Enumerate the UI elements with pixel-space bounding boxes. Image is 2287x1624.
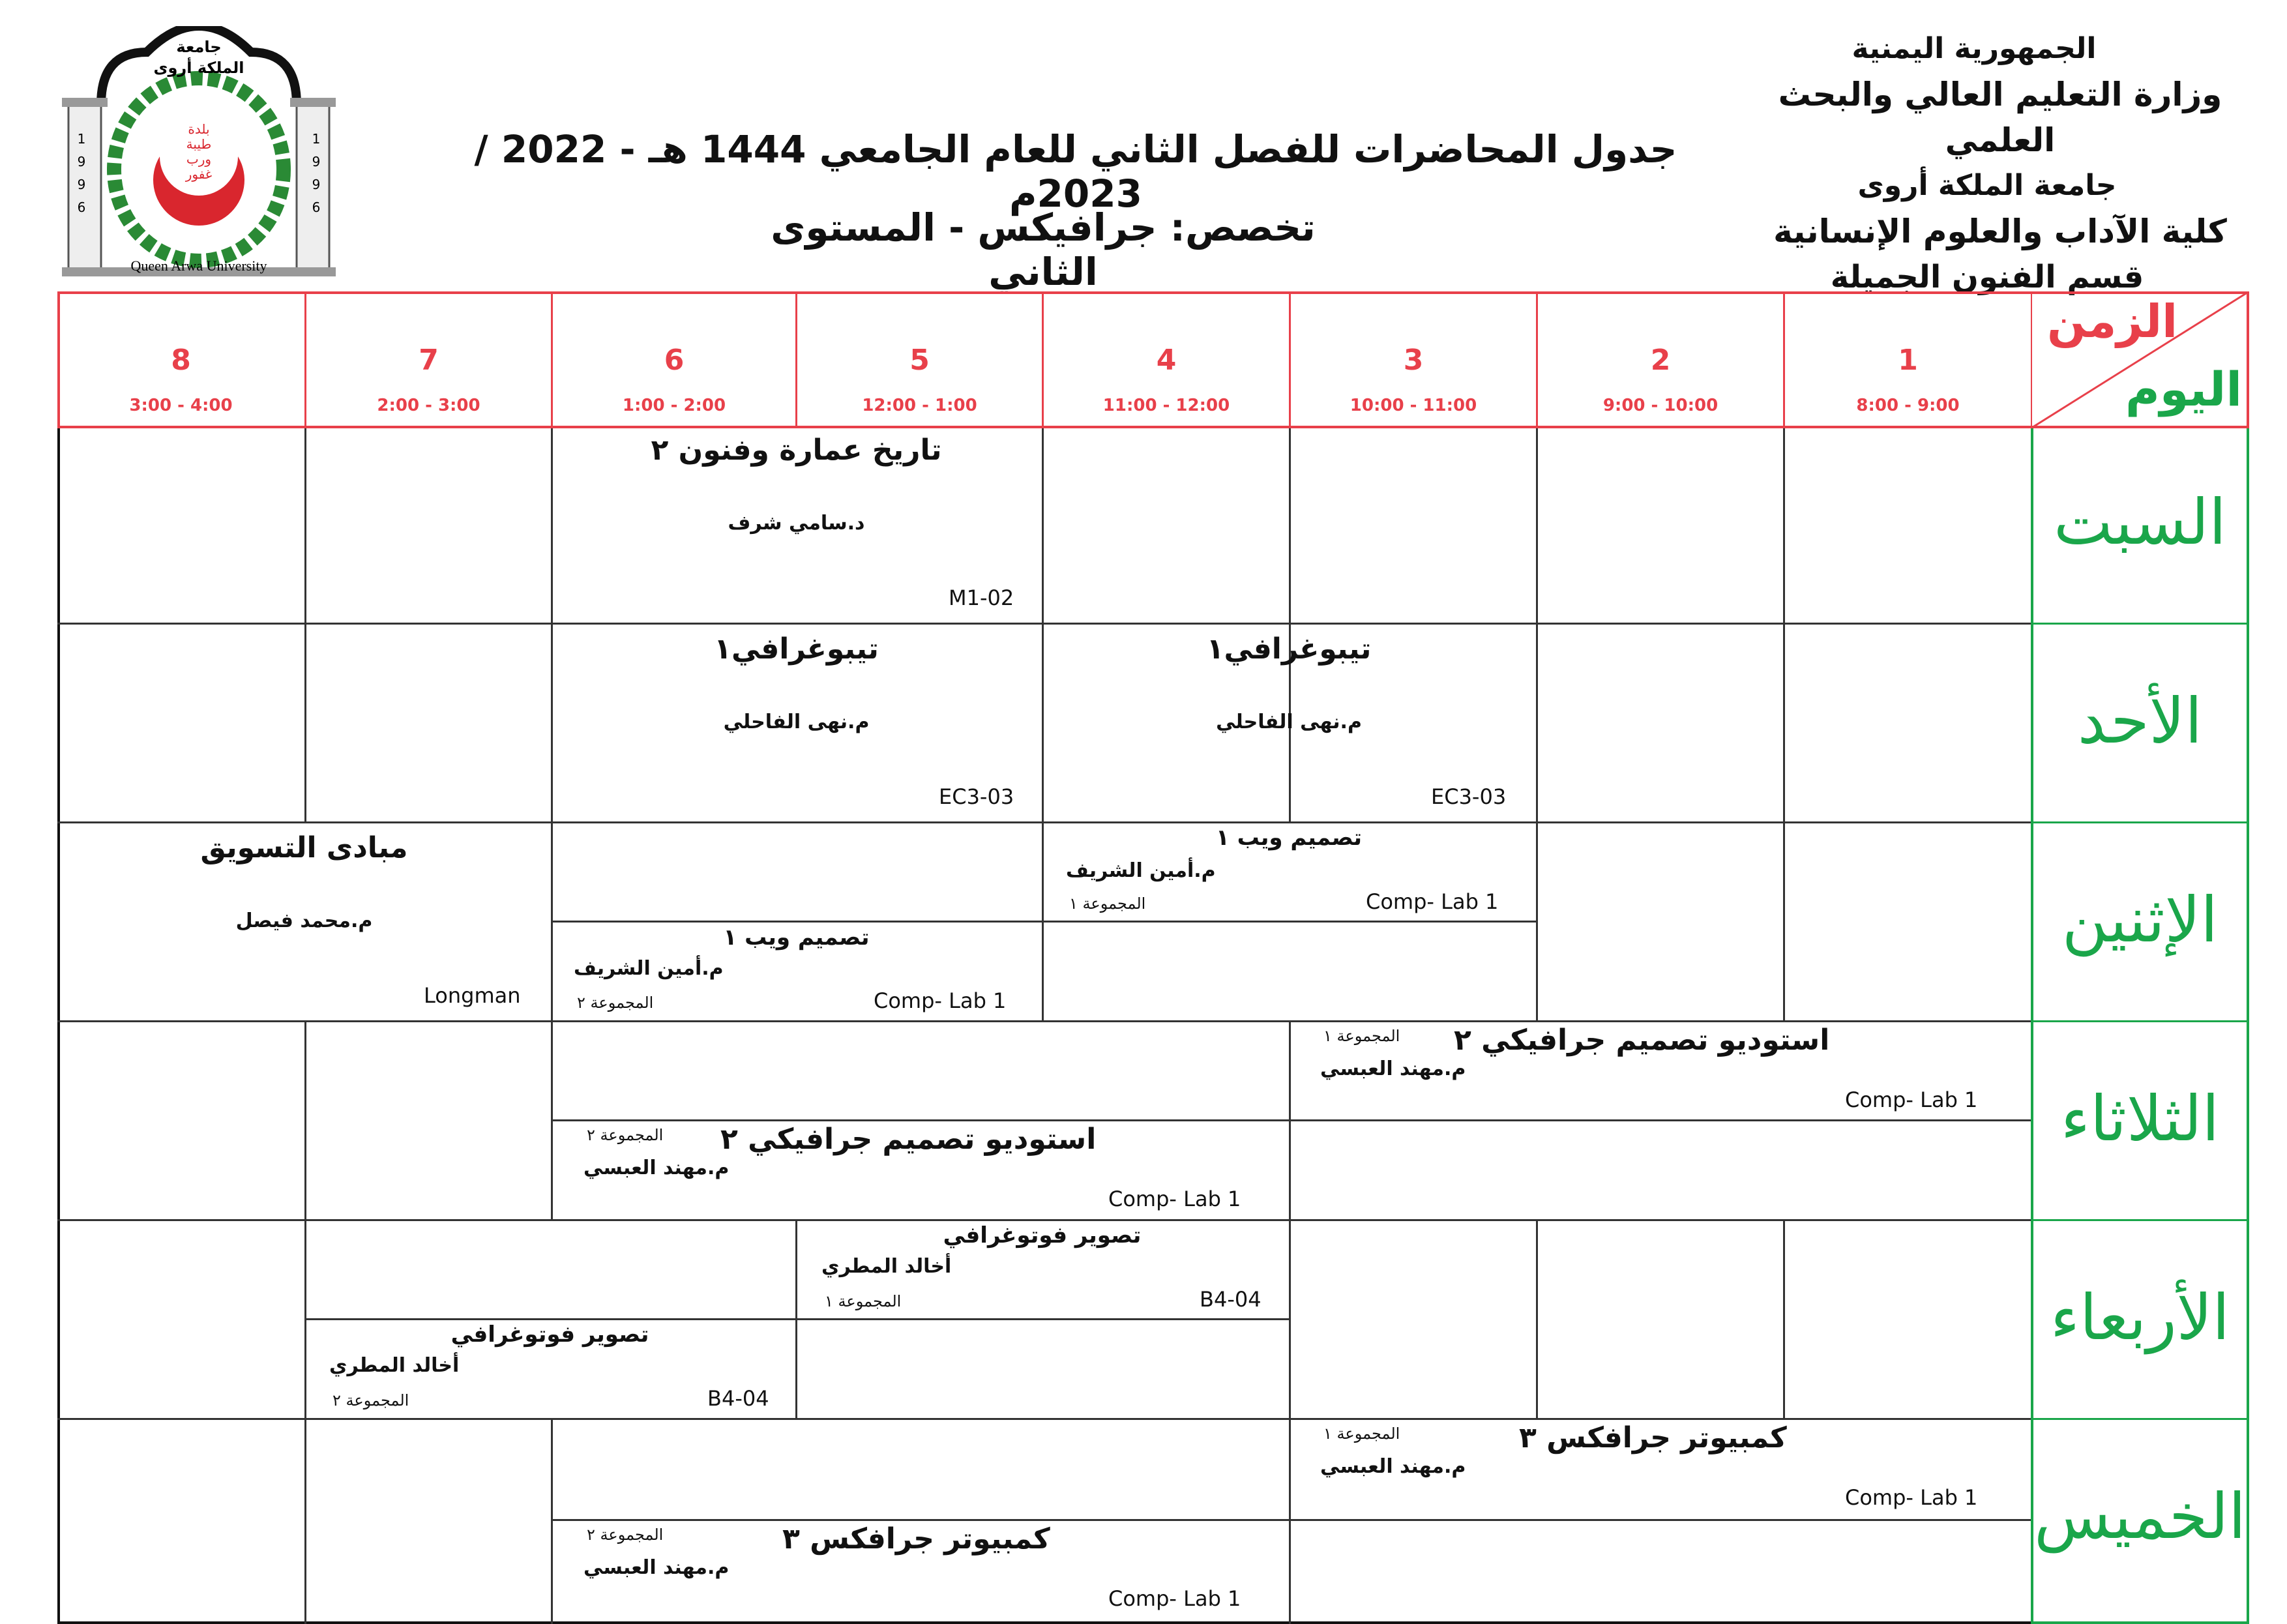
logo-year-digit: 9 bbox=[312, 177, 321, 192]
session-instructor: م.أمين الشريف bbox=[574, 957, 724, 980]
session-group: المجموعة ١ bbox=[1323, 1027, 1400, 1045]
day-separator bbox=[2031, 821, 2249, 823]
period-number: 5 bbox=[909, 344, 930, 377]
session-course-title: تصوير فوتوغرافي bbox=[943, 1222, 1142, 1248]
session-room: Comp- Lab 1 bbox=[874, 988, 1007, 1013]
cell-border bbox=[304, 428, 306, 623]
cell-border bbox=[304, 1020, 306, 1219]
college-name: كلية الآداب والعلوم الإنسانية bbox=[1773, 213, 2227, 250]
row-line bbox=[57, 623, 2031, 625]
session-course-title: تيبوغرافي١ bbox=[714, 632, 879, 666]
day-wednesday: الأربعاء bbox=[2050, 1281, 2230, 1354]
period-time: 8:00 - 9:00 bbox=[1856, 396, 1960, 415]
logo-motto-2: طيبة bbox=[186, 136, 212, 152]
logo-motto-3: ورب bbox=[186, 151, 212, 167]
period-header-2 bbox=[1536, 291, 1783, 428]
session-room: EC3-03 bbox=[939, 784, 1014, 809]
period-number: 6 bbox=[664, 344, 685, 377]
country-name: الجمهورية اليمنية bbox=[1852, 32, 2097, 65]
cell-border bbox=[1536, 1219, 1538, 1418]
period-header-5 bbox=[795, 291, 1042, 428]
logo-year-digit: 9 bbox=[312, 154, 321, 170]
session-course-title: كمبيوتر جرافكس ٣ bbox=[782, 1522, 1050, 1556]
logo-arabic-name-1: جامعة bbox=[176, 38, 222, 56]
cell-border bbox=[1536, 821, 1538, 1020]
cell-border bbox=[1783, 623, 1785, 821]
period-time: 1:00 - 2:00 bbox=[622, 396, 726, 415]
session-course-title: كمبيوتر جرافكس ٣ bbox=[1519, 1421, 1787, 1454]
logo-motto-1: بلدة bbox=[188, 121, 210, 137]
session-room: Comp- Lab 1 bbox=[1845, 1087, 1978, 1112]
logo-year-digit: 6 bbox=[77, 199, 86, 215]
cell-border bbox=[1783, 821, 1785, 1020]
period-header-1 bbox=[1783, 291, 2031, 428]
cell-border bbox=[304, 1418, 306, 1624]
period-time: 12:00 - 1:00 bbox=[862, 396, 977, 415]
period-time: 11:00 - 12:00 bbox=[1102, 396, 1230, 415]
session-instructor: م.مهند العبسي bbox=[583, 1157, 730, 1179]
department-name: قسم الفنون الجميلة bbox=[1830, 259, 2144, 295]
period-number: 7 bbox=[419, 344, 439, 377]
day-sunday: الأحد bbox=[2077, 685, 2203, 758]
period-header-7 bbox=[304, 291, 551, 428]
university-name: جامعة الملكة أروى bbox=[1857, 169, 2117, 202]
day-thursday: الخميس bbox=[2034, 1480, 2246, 1553]
period-header-6 bbox=[551, 291, 795, 428]
session-course-title: استوديو تصميم جرافيكي ٢ bbox=[720, 1123, 1097, 1156]
cell-border bbox=[1289, 1418, 1291, 1624]
logo-arabic-name-2: الملكة أروى bbox=[153, 59, 244, 77]
cell-border bbox=[1783, 428, 1785, 623]
cell-border bbox=[1536, 623, 1538, 821]
session-instructor: م.نهى الفاحلي bbox=[723, 711, 870, 733]
cell-border bbox=[1289, 1219, 1291, 1418]
page-title: جدول المحاضرات للفصل الثاني للعام الجامعي 1444 هـ - 2022 / 2023م bbox=[474, 127, 1677, 216]
session-room: B4-04 bbox=[707, 1386, 769, 1411]
cell-border bbox=[1536, 428, 1538, 623]
session-group: المجموعة ٢ bbox=[332, 1391, 409, 1410]
session-course-title: تيبوغرافي١ bbox=[1206, 632, 1372, 666]
session-instructor: م.نهى الفاحلي bbox=[1216, 711, 1362, 733]
day-separator bbox=[2031, 1219, 2249, 1221]
session-group: المجموعة ١ bbox=[1323, 1425, 1400, 1443]
corner-day-label: اليوم bbox=[2125, 362, 2243, 417]
session-room: EC3-03 bbox=[1431, 784, 1507, 809]
cell-split bbox=[551, 921, 1536, 923]
session-course-title: تصوير فوتوغرافي bbox=[450, 1321, 649, 1348]
session-instructor: م.مهند العبسي bbox=[583, 1556, 730, 1579]
cell-split bbox=[551, 1519, 2031, 1521]
row-line bbox=[57, 1219, 2031, 1221]
row-line bbox=[57, 1418, 2031, 1420]
logo-year-digit: 1 bbox=[312, 131, 321, 147]
session-instructor: م.محمد فيصل bbox=[235, 909, 373, 932]
session-instructor: أخالد المطري bbox=[329, 1354, 460, 1377]
session-room: Comp- Lab 1 bbox=[1108, 1187, 1241, 1211]
university-logo bbox=[62, 26, 336, 284]
logo-year-digit: 1 bbox=[77, 131, 86, 147]
session-course-title: مبادى التسويق bbox=[200, 831, 408, 864]
cell-border bbox=[551, 1418, 553, 1624]
session-course-title: تاريخ عمارة وفنون ٢ bbox=[651, 434, 942, 467]
period-time: 2:00 - 3:00 bbox=[377, 396, 480, 415]
session-course-title: تصميم ويب ١ bbox=[723, 924, 870, 951]
session-group: المجموعة ٢ bbox=[577, 994, 654, 1012]
cell-border bbox=[1783, 1219, 1785, 1418]
period-number: 4 bbox=[1156, 344, 1177, 377]
period-time: 3:00 - 4:00 bbox=[129, 396, 233, 415]
day-saturday: السبت bbox=[2054, 486, 2226, 559]
session-room: Comp- Lab 1 bbox=[1108, 1586, 1241, 1611]
period-number: 3 bbox=[1403, 344, 1424, 377]
day-monday: الإثنين bbox=[2061, 883, 2219, 956]
logo-year-digit: 9 bbox=[77, 177, 86, 192]
session-room: B4-04 bbox=[1200, 1287, 1262, 1312]
logo-year-digit: 6 bbox=[312, 199, 321, 215]
session-room: Comp- Lab 1 bbox=[1366, 889, 1499, 914]
session-instructor: د.سامي شرف bbox=[728, 512, 865, 535]
period-header-3 bbox=[1289, 291, 1536, 428]
period-header-8 bbox=[57, 291, 304, 428]
session-room: Comp- Lab 1 bbox=[1845, 1485, 1978, 1510]
row-line bbox=[57, 1020, 2031, 1022]
day-separator bbox=[2031, 1020, 2249, 1022]
session-group: المجموعة ١ bbox=[1069, 894, 1146, 913]
cell-border bbox=[1289, 428, 1291, 623]
cell-border bbox=[1042, 428, 1044, 623]
logo-motto-4: غفور bbox=[185, 166, 213, 182]
session-room: M1-02 bbox=[949, 585, 1014, 610]
day-tuesday: الثلاثاء bbox=[2060, 1082, 2220, 1155]
period-header-4 bbox=[1042, 291, 1289, 428]
period-number: 2 bbox=[1650, 344, 1671, 377]
session-instructor: م.مهند العبسي bbox=[1320, 1057, 1466, 1080]
session-course-title: استوديو تصميم جرافيكي ٢ bbox=[1454, 1024, 1830, 1057]
session-instructor: م.مهند العبسي bbox=[1320, 1455, 1466, 1478]
cell-split bbox=[551, 1119, 2031, 1121]
cell-border bbox=[304, 623, 306, 821]
page-subtitle: تخصص: جرافيكس - المستوى الثاني bbox=[771, 205, 1316, 294]
logo-year-digit: 9 bbox=[77, 154, 86, 170]
period-number: 1 bbox=[1898, 344, 1918, 377]
corner-time-label: الزمن bbox=[2047, 295, 2178, 348]
session-instructor: م.أمين الشريف bbox=[1066, 859, 1216, 882]
day-separator bbox=[2031, 1418, 2249, 1420]
cell-split bbox=[304, 1318, 1289, 1320]
ministry-name: وزارة التعليم العالي والبحث العلمي bbox=[1778, 76, 2222, 159]
session-room: Longman bbox=[424, 983, 521, 1008]
day-separator bbox=[2031, 623, 2249, 625]
institution-header bbox=[1752, 26, 2248, 300]
logo-english-name: Queen Arwa University bbox=[130, 258, 267, 274]
period-time: 10:00 - 11:00 bbox=[1350, 396, 1477, 415]
session-group: المجموعة ٢ bbox=[587, 1526, 664, 1544]
period-time: 9:00 - 10:00 bbox=[1602, 396, 1719, 415]
schedule-table bbox=[57, 291, 2249, 1624]
session-instructor: أخالد المطري bbox=[821, 1255, 952, 1278]
day-column bbox=[2031, 428, 2249, 1624]
session-group: المجموعة ١ bbox=[825, 1292, 902, 1310]
session-group: المجموعة ٢ bbox=[587, 1126, 664, 1144]
session-course-title: تصميم ويب ١ bbox=[1216, 825, 1362, 851]
period-number: 8 bbox=[171, 344, 191, 377]
row-line bbox=[57, 821, 2031, 823]
